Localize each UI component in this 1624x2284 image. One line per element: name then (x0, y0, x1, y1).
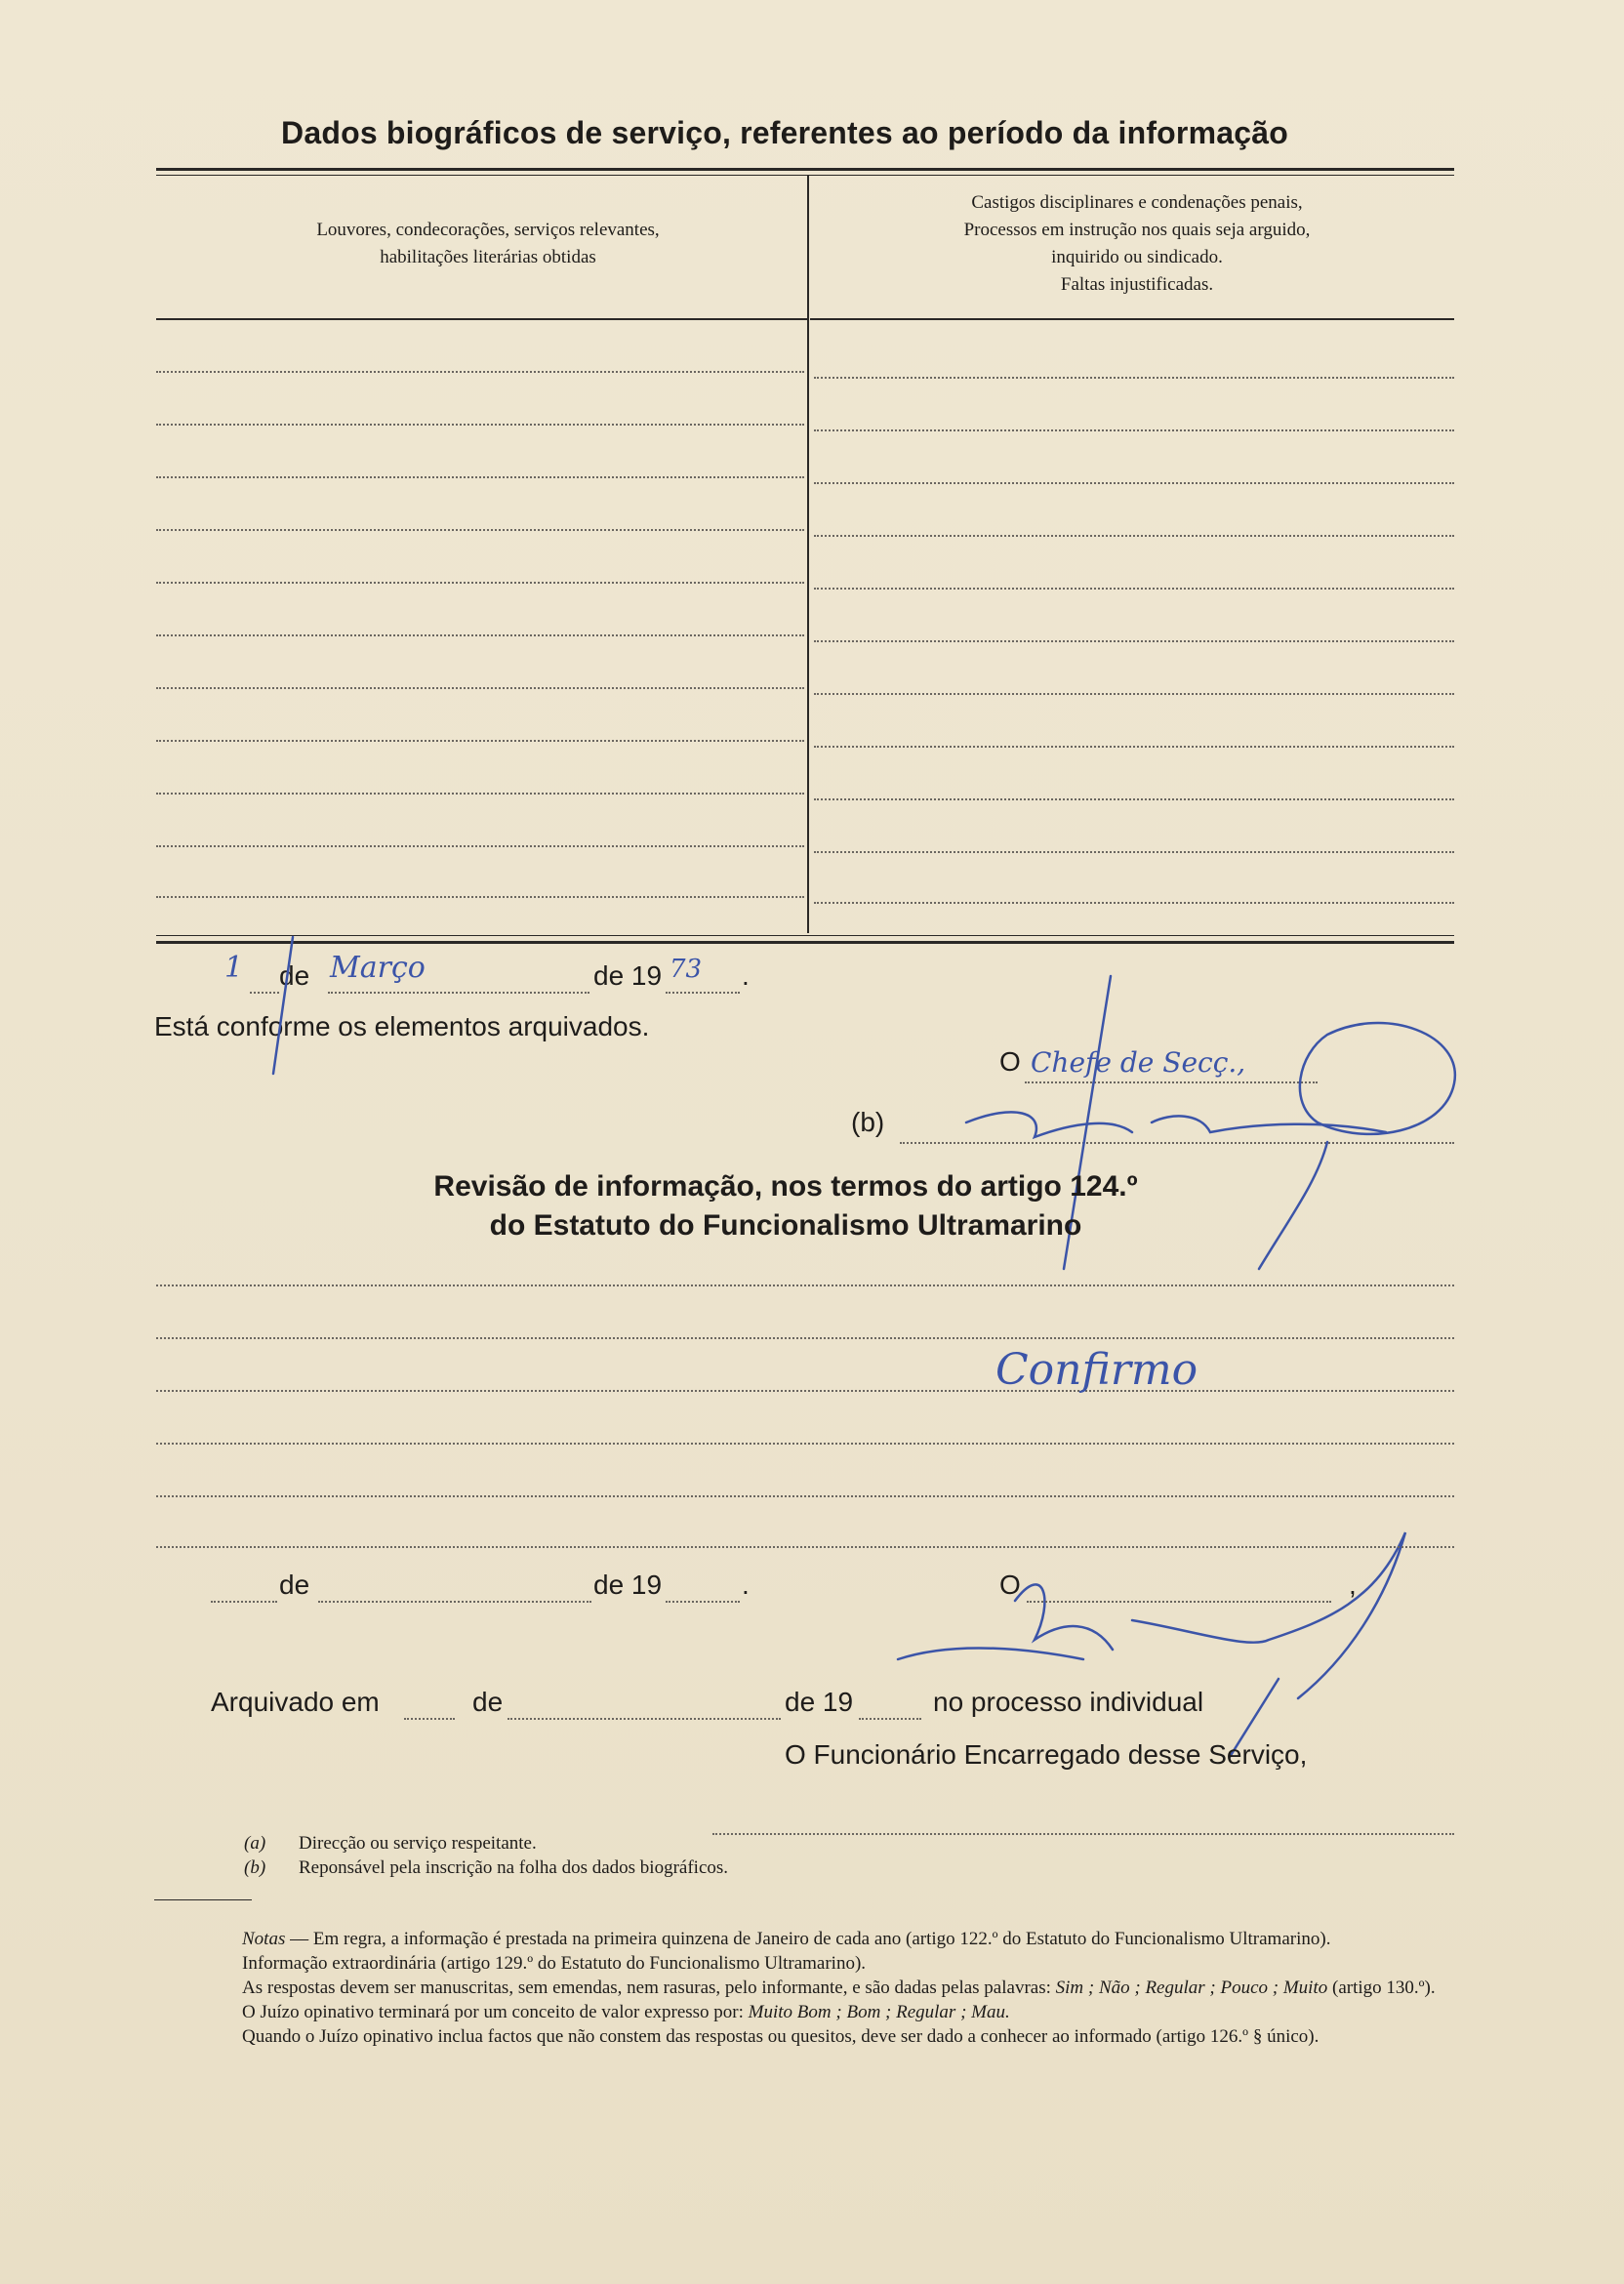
note-3: As respostas devem ser manuscritas, sem emendas, nem rasuras, pelo informante, e são dadas pelas palavras: Sim ; Não ; Regular ; Pouco ; Muito (artigo 130.º). (242, 1978, 1436, 1998)
footnote-a: (a) Direcção ou serviço respeitante. (244, 1833, 537, 1854)
revision-dotted-line (156, 1443, 1454, 1445)
encarregado-label: O Funcionário Encarregado desse Serviço, (785, 1739, 1308, 1770)
revision-title: Revisão de informação, nos termos do artigo 124.º do Estatuto do Funcionalismo Ultramarino (433, 1170, 1138, 1242)
footnotes (244, 1831, 927, 1880)
left-column-header: Louvores, condecorações, serviços relevantes, habilitações literárias obtidas (316, 220, 660, 267)
note-5: Quando o Juízo opinativo inclua factos que não constem das respostas ou quesitos, deve ser dado a conhecer ao informado (artigo 126.º § único). (242, 2026, 1320, 2047)
revision-dotted-line (156, 1337, 1454, 1339)
section-title: Dados biográficos de serviço, referentes ao período da informação (281, 115, 1288, 150)
note-4: O Juízo opinativo terminará por um conceito de valor expresso por: Muito Bom ; Bom ; Regular ; Mau. (242, 2002, 1010, 2022)
bottom-signature (1015, 1532, 1405, 1698)
revision-dotted-line (156, 1546, 1454, 1548)
note-2: Informação extraordinária (artigo 129.º do Estatuto do Funcionalismo Ultramarino). (242, 1953, 867, 1974)
handwritten-year: 73 (670, 955, 703, 984)
pen-slash-mark (273, 937, 293, 1074)
date-line-2: de de 19 . O , (211, 1568, 1460, 1607)
revision-dotted-line (156, 1495, 1454, 1497)
handwritten-month: Março (330, 951, 426, 985)
notes-block (154, 1927, 1452, 2049)
archive-line: Arquivado em de de 19 no processo individual (211, 1685, 1460, 1724)
note-1: Notas — Em regra, a informação é prestada na primeira quinzena de Janeiro de cada ano (artigo 122.º do Estatuto do Funcionalismo Ultramarino). (242, 1929, 1331, 1949)
official-label: O (999, 1046, 1021, 1077)
revision-dotted-line (156, 1390, 1454, 1392)
pen-stroke (898, 1648, 1083, 1659)
handwritten-confirmo: Confirmo (995, 1345, 1198, 1395)
footnote-b: (b) Reponsável pela inscrição na folha dos dados biográficos. (244, 1857, 729, 1878)
stamp-circle (1300, 1023, 1455, 1134)
conformity-text: Está conforme os elementos arquivados. (154, 1011, 650, 1041)
handwritten-official-title: Chefe de Secç., (1031, 1046, 1246, 1079)
revision-dotted-line (156, 1285, 1454, 1286)
handwritten-day: 1 (224, 951, 244, 985)
date-line-1: 1 de Março de 19 73 . (211, 958, 777, 998)
right-column-header: Castigos disciplinares e condenações penais, Processos em instrução nos quais seja arguido, inquirido ou sindicado. Faltas injustificadas. (963, 192, 1311, 295)
responsible-label: (b) (851, 1107, 885, 1137)
footnote-separator (154, 1899, 252, 1900)
